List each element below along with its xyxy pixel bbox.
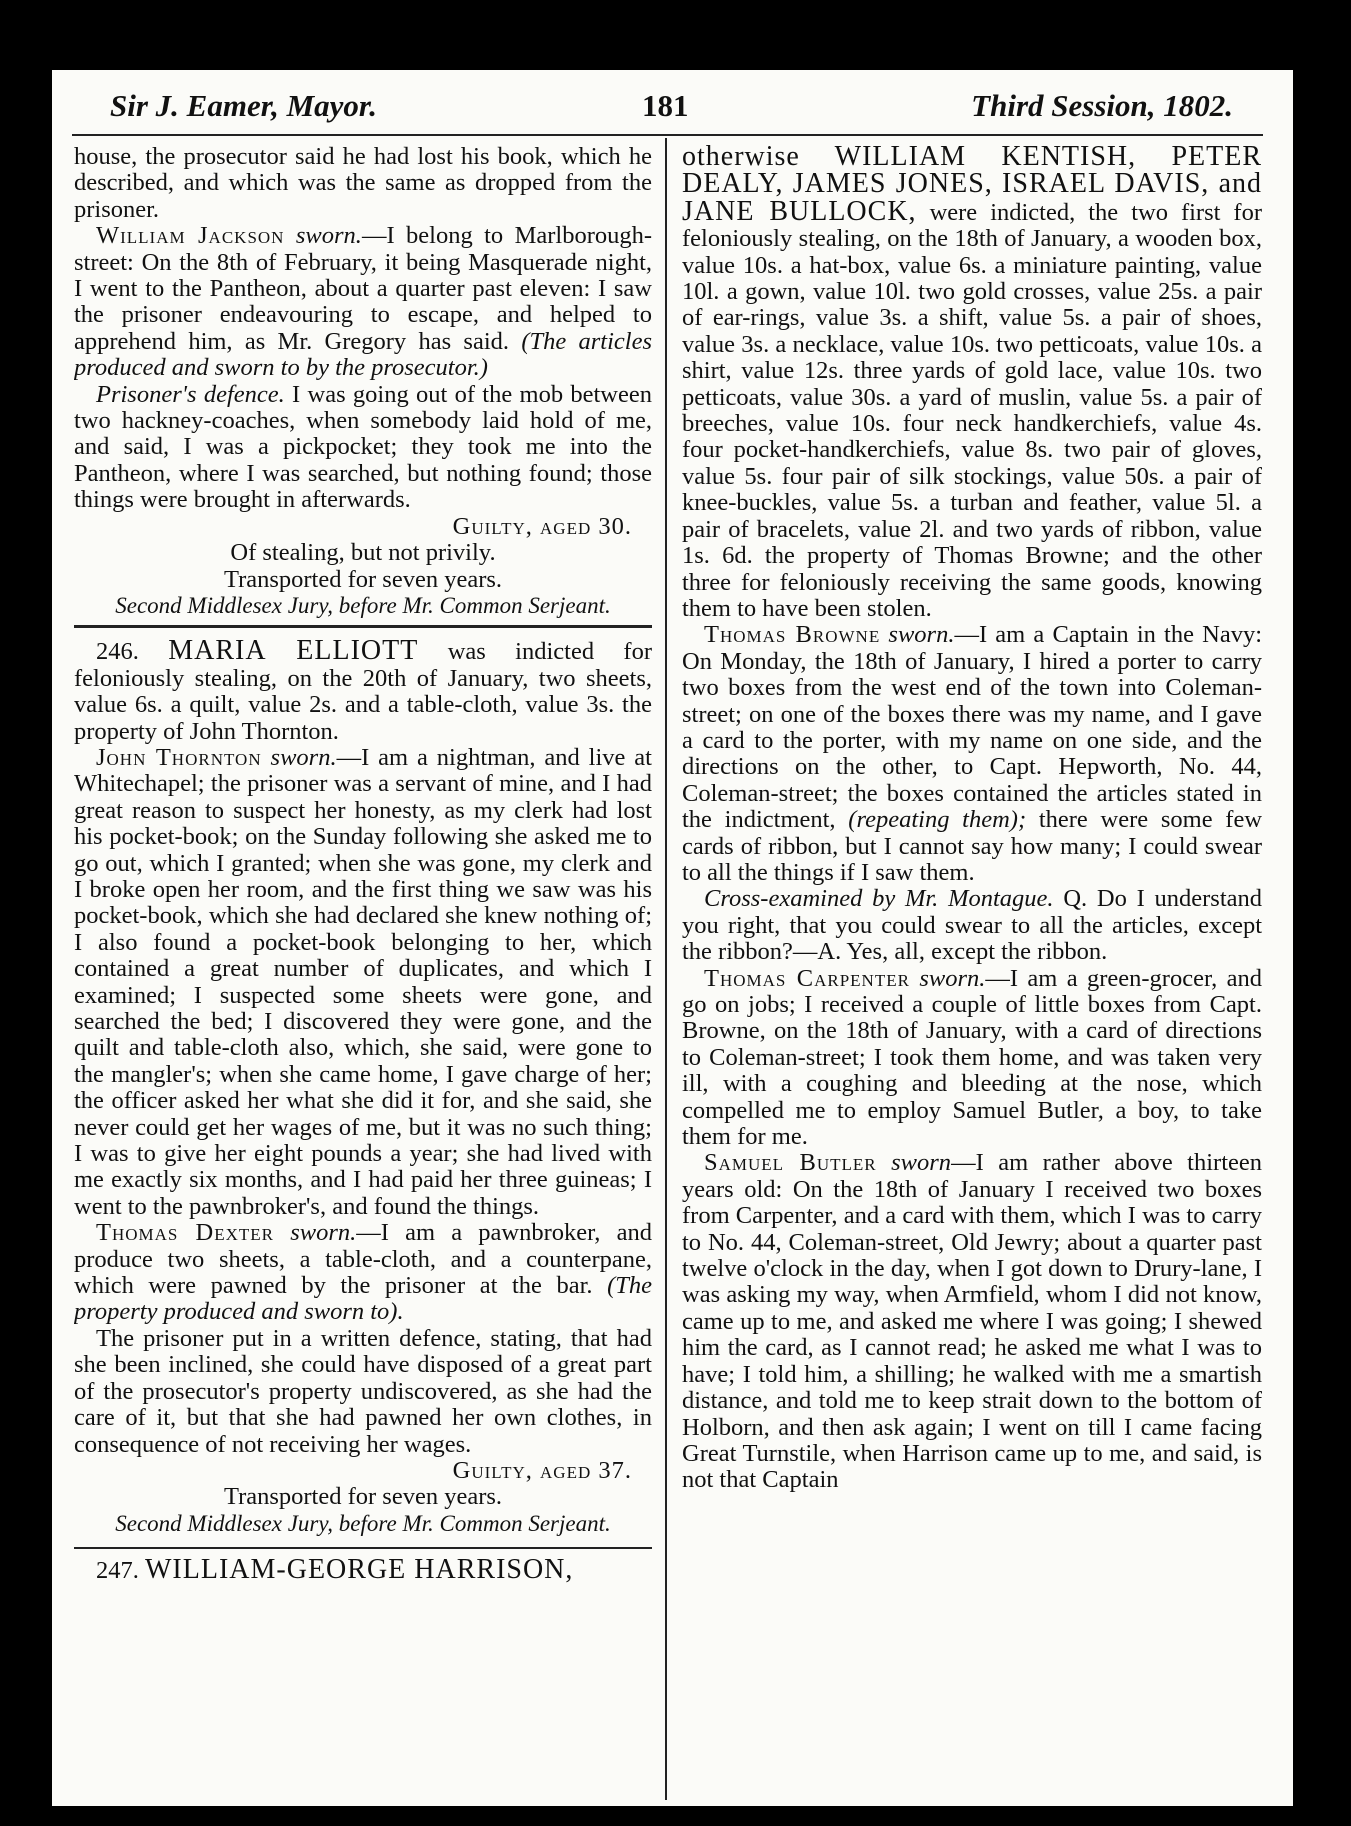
sentence: Transported for seven years.: [223, 1483, 503, 1511]
prisoner-defence: [74, 382, 652, 514]
column-divider: [665, 138, 667, 1800]
case-number: 247.: [96, 1557, 139, 1585]
running-header: [52, 88, 1293, 136]
case-number: 246.: [96, 638, 139, 666]
defence-label: Prisoner's defence.: [96, 380, 285, 408]
jury-line: Second Middlesex Jury, before Mr. Common Serjeant.: [115, 592, 611, 618]
witness-name: Samuel Butler: [704, 1149, 877, 1177]
stage-note: (The articles produced and sworn to by the prosecutor.): [74, 327, 652, 382]
testimony-browne: [682, 622, 1262, 886]
jury-line: Second Middlesex Jury, before Mr. Common Serjeant.: [115, 1510, 611, 1536]
sworn-label: sworn.: [290, 1219, 357, 1247]
witness-name: Thomas Dexter: [96, 1219, 275, 1247]
verdict: Guilty, aged 30.: [452, 512, 632, 540]
case-separator: [74, 625, 652, 628]
sentence: Transported for seven years.: [223, 565, 503, 593]
testimony-butler: [682, 1150, 1262, 1493]
written-defence: The prisoner put in a written defence, stating, that had she been inclined, she could have disposed of a great part of the prosecutor's property undiscovered, as she had the care of it, but that she had pawned her own clothes, in consequence of not receiving her wages.: [74, 1324, 652, 1458]
verdict: Guilty, aged 37.: [452, 1456, 632, 1484]
header-session: Third Session, 1802.: [971, 88, 1233, 123]
header-mayor: Sir J. Eamer, Mayor.: [110, 88, 377, 123]
witness-name: William Jackson: [96, 222, 285, 250]
testimony-text: —I am rather above thirteen years old: On the 18th of January I received two boxes from Carpenter, and a card with them, which I was to carry to No. 44, Coleman-street, Old Jewry; about a quarter past twelve o'clock in the day, when I got down to Drury-lane, I was asking my way, when Armfield, whom I did not know, came up to me, and asked me where I was going; I shewed him the card, as I cannot read; he asked me what I was to have; I told him, a shilling; he walked with me a smartish distance, and told me to keep strait down to the bottom of Holborn, and then ask again; I went on till I came facing Great Turnstile, when Harrison came up to me, and said, is not that Captain: [682, 1149, 1262, 1494]
cross-examination: [682, 886, 1262, 965]
testimony-carpenter: [682, 966, 1262, 1151]
sworn-label: sworn.: [919, 964, 986, 992]
testimony-dexter: [74, 1220, 652, 1326]
testimony-text: —I am a green-grocer, and go on jobs; I received a couple of little boxes from Capt. Browne, on the 18th of January, with a card of directions to Coleman-street; I took them home, and was taken very ill, with a coughing and bleeding at the nose, which compelled me to employ Samuel Butler, a boy, to take them for me.: [682, 964, 1262, 1151]
testimony-text: —I belong to Marlborough-street: On the 8th of February, it being Masquerade night, I went to the Pantheon, about a quarter past eleven: I saw the prisoner endeavouring to escape, and helped to apprehend him, as Mr. Gregory has said.: [74, 222, 652, 355]
defendant-name: MARIA ELLIOTT: [168, 635, 419, 667]
defendant-names: otherwise WILLIAM KENTISH, PETER DEALY, JAMES JONES, ISRAEL DAVIS, and JANE BULLOCK,: [682, 144, 1262, 227]
right-column: [682, 144, 1262, 1804]
case-separator: [74, 1547, 652, 1549]
document-page: [52, 70, 1293, 1806]
witness-name: Thomas Browne: [704, 621, 881, 649]
indictment-text: were indicted, the two first for feloniously stealing, on the 18th of January, a wooden box, value 10s. a hat-box, value 6s. a miniature painting, value 10l. a gown, value 10l. two gold crosses, value 25s. a pair of ear-rings, value 3s. a shift, value 5s. a pair of shoes, value 3s. a necklace, value 10s. two petticoats, value 10s. a shirt, value 12s. three yards of gold lace, value 10s. two petticoats, value 30s. a yard of muslin, value 5s. a pair of breeches, value 10s. four neck handkerchiefs, value 4s. four pocket-handkerchiefs, value 8s. two pair of gloves, value 5s. four pair of silk stockings, value 50s. a pair of knee-buckles, value 5s. a turban and feather, value 5l. a pair of bracelets, value 2l. and two yards of ribbon, value 1s. 6d. the property of Thomas Browne; and the other three for feloniously receiving the same goods, knowing them to have been stolen.: [682, 198, 1262, 622]
case-247-heading: [74, 1554, 652, 1586]
indictment-text: was indicted for feloniously stealing, on the 20th of January, two sheets, value 6s. a quilt, value 2s. and a table-cloth, value 3s. the property of John Thornton.: [74, 638, 652, 745]
sworn-label: sworn.: [295, 222, 362, 250]
continuation-paragraph: house, the prosecutor said he had lost his book, which he described, and which was the same as dropped from the prisoner.: [74, 144, 652, 223]
verdict-note: Of stealing, but not privily.: [230, 539, 496, 567]
testimony-text: —I am a Captain in the Navy: On Monday, the 18th of January, I hired a porter to carry two boxes from the west end of the town into Coleman-street; on one of the boxes there was my name, and I gave a card to the porter, with my name on one side, and the directions on the other, to Capt. Hepworth, No. 44, Coleman-street; the boxes contained the articles stated in the indictment,: [682, 621, 1262, 834]
defence-text: I was going out of the mob between two hackney-coaches, when somebody laid hold of me, and said, I was a pickpocket; they took me into the Pantheon, where I was searched, but nothing found; those things were brought in afterwards.: [74, 380, 652, 514]
testimony-thornton: [74, 745, 652, 1220]
stage-note: (repeating them);: [848, 806, 1027, 834]
witness-name: John Thornton: [96, 743, 262, 771]
testimony-jackson: [74, 223, 652, 381]
testimony-text-cont: there were some few cards of ribbon, but I cannot say how many; I could swear to all the things if I saw them.: [682, 806, 1262, 886]
header-rule: [72, 134, 1263, 136]
cross-label: Cross-examined by Mr. Montague.: [704, 885, 1054, 913]
witness-name: Thomas Carpenter: [704, 964, 910, 992]
case-247-continuation: [682, 144, 1262, 622]
left-column: [74, 144, 652, 1804]
cross-text: Q. Do I understand you right, that you could swear to all the articles, except the ribbon?—A. Yes, all, except the ribbon.: [682, 885, 1262, 966]
stage-note: (The property produced and sworn to).: [74, 1272, 652, 1326]
defendant-name: WILLIAM-GEORGE HARRISON,: [145, 1554, 574, 1586]
sworn-label: sworn: [891, 1149, 952, 1177]
testimony-text: —I am a nightman, and live at Whitechapel; the prisoner was a servant of mine, and I had great reason to suspect her honesty, as my clerk had lost his pocket-book; on the Sunday following she asked me to go out, which I granted; when she was gone, my clerk and I broke open her room, and the first thing we saw was his pocket-book, which she had declared she knew nothing of; I also found a pocket-book belonging to her, which contained a great number of duplicates, and which I examined; I suspected some sheets were gone, and searched the bed; I discovered they were gone, and the quilt and table-cloth also, which, she said, were gone to the mangler's; when she came home, I gave charge of her; the officer asked her what she did it for, and she said, she never could get her wages of me, but it was no such thing; I was to give her eight pounds a year; she had lived with me exactly six months, and I had paid her three guineas; I went to the pawnbroker's, and found the things.: [74, 743, 652, 1220]
testimony-text: —I am a pawnbroker, and produce two sheets, a table-cloth, and a counterpane, which were pawned by the prisoner at the bar.: [74, 1219, 652, 1300]
page-number: 181: [642, 88, 689, 123]
case-246-heading: [74, 635, 652, 745]
sworn-label: sworn.: [270, 743, 337, 771]
sworn-label: sworn.: [888, 621, 955, 649]
